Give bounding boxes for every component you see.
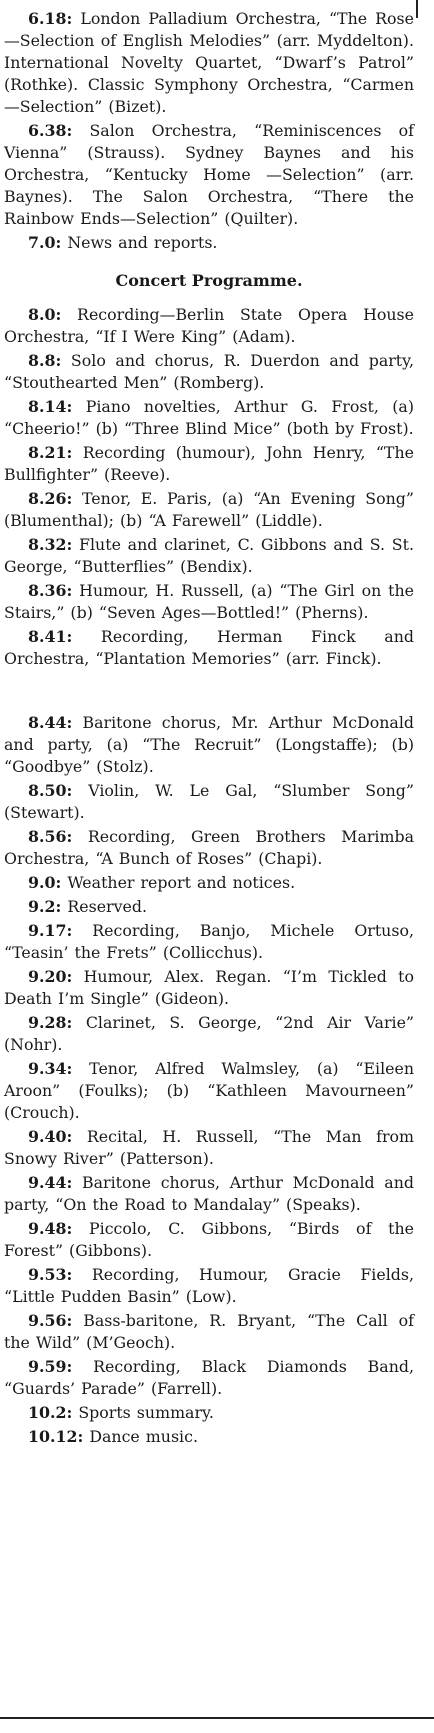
entry-time: 8.56: [28, 827, 73, 846]
entry-time: 8.26: [28, 489, 73, 508]
entry-text: Sports summary. [72, 1403, 214, 1422]
entry-text: Humour, H. Russell, (a) “The Girl on the Stairs,” (b) “Seven Ages—Bottled!” (Pherns). [4, 581, 414, 622]
entry-time: 9.20: [28, 967, 73, 986]
programme-entry [4, 872, 414, 894]
entry-time: 9.17: [28, 921, 73, 940]
programme-entry [4, 396, 414, 440]
programme-entry [4, 1402, 414, 1424]
entry-text: Recording, Humour, Gracie Fields, “Little Pudden Basin” (Low). [4, 1265, 414, 1306]
entry-time: 9.34: [28, 1059, 73, 1078]
entry-text: Baritone chorus, Arthur McDonald and party, “On the Road to Mandalay” (Speaks). [4, 1173, 414, 1214]
programme-entry [4, 120, 414, 230]
early-evening-section [4, 8, 414, 254]
entry-text: Reserved. [61, 897, 148, 916]
entry-text: Tenor, E. Paris, (a) “An Evening Song” (Blumenthal); (b) “A Farewell” (Liddle). [4, 489, 414, 530]
entry-text: Recording, Banjo, Michele Ortuso, “Teasin’ the Frets” (Collicchus). [4, 921, 414, 962]
column-rule-right [416, 0, 418, 18]
column-rule-bottom [0, 1717, 434, 1719]
entry-time: 8.41: [28, 627, 73, 646]
programme-entry [4, 626, 414, 670]
concert-programme-section [4, 304, 414, 670]
programme-entry [4, 8, 414, 118]
entry-text: Clarinet, S. George, “2nd Air Varie” (Nohr). [4, 1013, 414, 1054]
column-break-gap [4, 672, 414, 712]
programme-entry [4, 966, 414, 1010]
entry-time: 9.2: [28, 897, 62, 916]
section-heading: Concert Programme. [115, 271, 303, 290]
programme-entry [4, 1426, 414, 1448]
entry-text: Flute and clarinet, C. Gibbons and S. St. George, “Butterflies” (Bendix). [4, 535, 414, 576]
entry-time: 9.53: [28, 1265, 73, 1284]
entry-time: 9.56: [28, 1311, 73, 1330]
programme-entry [4, 534, 414, 578]
programme-entry [4, 712, 414, 778]
programme-entry [4, 442, 414, 486]
entry-time: 7.0: [28, 233, 62, 252]
programme-entry [4, 1310, 414, 1354]
entry-text: Violin, W. Le Gal, “Slumber Song” (Stewart). [4, 781, 414, 822]
programme-entry [4, 1012, 414, 1056]
entry-time: 9.0: [28, 873, 62, 892]
entry-time: 9.40: [28, 1127, 73, 1146]
entry-text: Recital, H. Russell, “The Man from Snowy River” (Patterson). [4, 1127, 414, 1168]
programme-column [4, 8, 414, 1450]
entry-text: Salon Orchestra, “Reminiscences of Vienna” (Strauss). Sydney Baynes and his Orchestra, “Kentucky Home —Selection” (arr. Baynes). The Salon Orchestra, “There the Rainbow Ends—Selection” (Quilter). [4, 121, 414, 228]
programme-entry [4, 1126, 414, 1170]
programme-entry [4, 1264, 414, 1308]
entry-time: 6.18: [28, 9, 73, 28]
programme-entry [4, 826, 414, 870]
entry-time: 8.36: [28, 581, 73, 600]
programme-entry [4, 488, 414, 532]
programme-entry [4, 1356, 414, 1400]
programme-entry [4, 896, 414, 918]
programme-entry [4, 1218, 414, 1262]
programme-entry [4, 1058, 414, 1124]
entry-time: 8.44: [28, 713, 73, 732]
entry-text: Recording, Herman Finck and Orchestra, “Plantation Memories” (arr. Finck). [4, 627, 414, 668]
programme-entry [4, 232, 414, 254]
entry-time: 8.0: [28, 305, 62, 324]
entry-time: 9.48: [28, 1219, 73, 1238]
entry-text: Dance music. [83, 1427, 198, 1446]
entry-time: 8.14: [28, 397, 73, 416]
entry-time: 9.28: [28, 1013, 73, 1032]
programme-entry [4, 304, 414, 348]
late-evening-section [4, 712, 414, 1448]
entry-text: Solo and chorus, R. Duerdon and party, “Stouthearted Men” (Romberg). [4, 351, 414, 392]
entry-text: London Palladium Orchestra, “The Rose—Selection of English Melodies” (arr. Myddelton). International Novelty Quartet, “Dwarf’s Patrol” (Rothke). Classic Symphony Orchestra, “Carmen—Selection” (Bizet). [4, 9, 414, 116]
entry-text: Recording, Black Diamonds Band, “Guards’ Parade” (Farrell). [4, 1357, 414, 1398]
entry-time: 8.50: [28, 781, 73, 800]
programme-entry [4, 1172, 414, 1216]
entry-text: Humour, Alex. Regan. “I’m Tickled to Death I’m Single” (Gideon). [4, 967, 414, 1008]
entry-text: Recording, Green Brothers Marimba Orchestra, “A Bunch of Roses” (Chapi). [4, 827, 414, 868]
entry-time: 8.32: [28, 535, 73, 554]
entry-text: Baritone chorus, Mr. Arthur McDonald and party, (a) “The Recruit” (Longstaffe); (b) “Goodbye” (Stolz). [4, 713, 414, 776]
entry-text: Recording—Berlin State Opera House Orchestra, “If I Were King” (Adam). [4, 305, 414, 346]
entry-time: 9.44: [28, 1173, 73, 1192]
entry-text: Tenor, Alfred Walmsley, (a) “Eileen Aroon” (Foulks); (b) “Kathleen Mavourneen” (Crouch). [4, 1059, 414, 1122]
entry-time: 8.21: [28, 443, 73, 462]
entry-text: Piano novelties, Arthur G. Frost, (a) “Cheerio!” (b) “Three Blind Mice” (both by Frost). [4, 397, 414, 438]
entry-time: 9.59: [28, 1357, 73, 1376]
programme-entry [4, 350, 414, 394]
programme-entry [4, 780, 414, 824]
entry-text: News and reports. [61, 233, 218, 252]
programme-entry [4, 580, 414, 624]
entry-time: 8.8: [28, 351, 62, 370]
entry-time: 10.12: [28, 1427, 84, 1446]
programme-entry [4, 920, 414, 964]
entry-text: Bass-baritone, R. Bryant, “The Call of the Wild” (M’Geoch). [4, 1311, 414, 1352]
entry-text: Piccolo, C. Gibbons, “Birds of the Forest” (Gibbons). [4, 1219, 414, 1260]
entry-text: Recording (humour), John Henry, “The Bullfighter” (Reeve). [4, 443, 414, 484]
entry-time: 6.38: [28, 121, 73, 140]
entry-text: Weather report and notices. [61, 873, 296, 892]
entry-time: 10.2: [28, 1403, 73, 1422]
